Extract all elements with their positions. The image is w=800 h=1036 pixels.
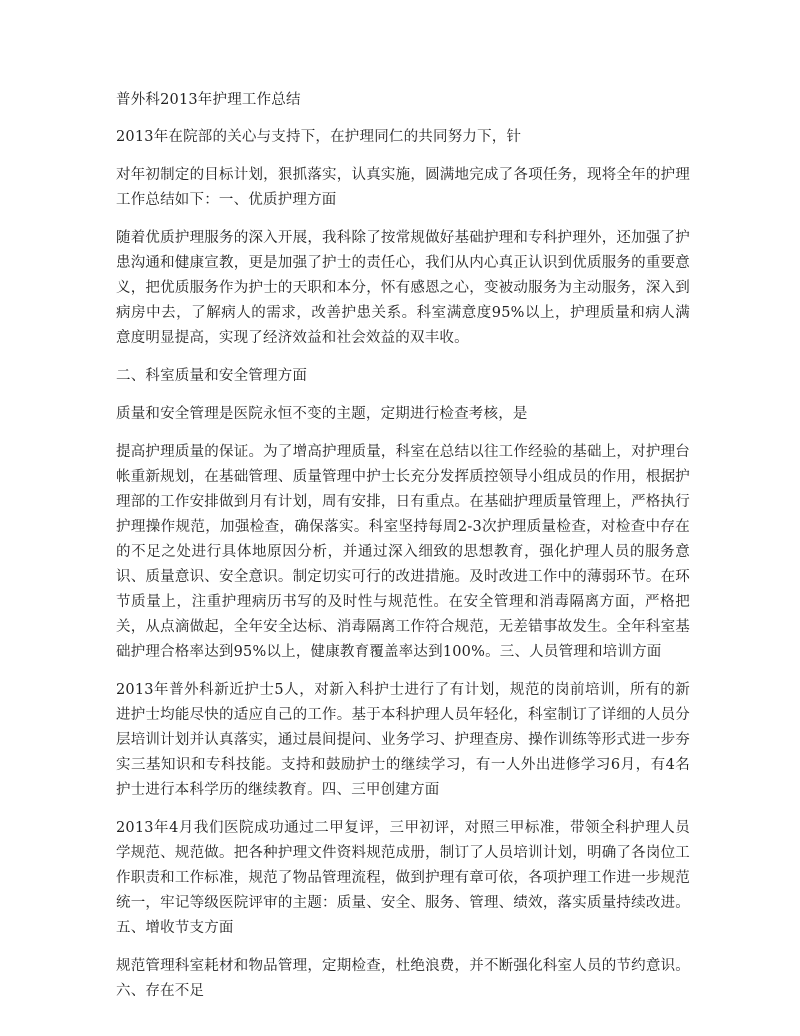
paragraph-cost-saving: 规范管理科室耗材和物品管理，定期检查，杜绝浪费，并不断强化科室人员的节约意识。六、存在不足 <box>116 958 690 999</box>
document-page <box>116 88 690 1017</box>
paragraph-intro-1: 2013年在院部的关心与支持下，在护理同仁的共同努力下，针 <box>116 129 522 145</box>
document-title: 普外科2013年护理工作总结 <box>116 92 301 108</box>
paragraph-quality-safety-2: 提高护理质量的保证。为了增高护理质量，科室在总结以往工作经验的基础上，对护理台帐重新规划，在基础管理、质量管理中护士长充分发挥质控领导小组成员的作用，根据护理部的工作安排做到月有计划，周有安排，日有重点。在基础护理质量管理上，严格执行护理操作规范，加强检查，确保落实。科室坚持每周2-3次护理质量检查，对检查中存在的不足之处进行具体地原因分析，并通过深入细致的思想教育，强化护理人员的服务意识、质量意识、安全意识。制定切实可行的改进措施。及时改进工作中的薄弱环节。在环节质量上，注重护理病历书写的及时性与规范性。在安全管理和消毒隔离方面，严格把关，从点滴做起，全年安全达标、消毒隔离工作符合规范，无差错事故发生。全年科室基础护理合格率达到95%以上，健康教育覆盖率达到100%。三、人员管理和培训方面 <box>116 444 690 660</box>
section-heading-quality-safety: 二、科室质量和安全管理方面 <box>116 368 308 384</box>
paragraph-intro-2: 对年初制定的目标计划，狠抓落实，认真实施，圆满地完成了各项任务，现将全年的护理工作总结如下：一、优质护理方面 <box>116 167 690 208</box>
paragraph-quality-safety-1: 质量和安全管理是医院永恒不变的主题，定期进行检查考核，是 <box>116 406 528 422</box>
paragraph-quality-care: 随着优质护理服务的深入开展，我科除了按常规做好基础护理和专科护理外，还加强了护患沟通和健康宣教，更是加强了护士的责任心，我们从内心真正认识到优质服务的重要意义，把优质服务作为护士的天职和本分，怀有感恩之心，变被动服务为主动服务，深入到病房中去，了解病人的需求，改善护患关系。科室满意度95%以上，护理质量和病人满意度明显提高，实现了经济效益和社会效益的双丰收。 <box>116 230 690 346</box>
paragraph-staff-training: 2013年普外科新近护士5人，对新入科护士进行了有计划，规范的岗前培训，所有的新进护士均能尽快的适应自己的工作。基于本科护理人员年轻化，科室制订了详细的人员分层培训计划并认真落实，通过晨间提问、业务学习、护理查房、操作训练等形式进一步夯实三基知识和专科技能。支持和鼓励护士的继续学习，有一人外出进修学习6月，有4名护士进行本科学历的继续教育。四、三甲创建方面 <box>116 682 690 798</box>
paragraph-grade-a-creation: 2013年4月我们医院成功通过二甲复评，三甲初评，对照三甲标准，带领全科护理人员学规范、规范做。把各种护理文件资料规范成册，制订了人员培训计划，明确了各岗位工作职责和工作标准，规范了物品管理流程，做到护理有章可依，各项护理工作进一步规范统一，牢记等级医院评审的主题：质量、安全、服务、管理、绩效，落实质量持续改进。五、增收节支方面 <box>116 820 690 936</box>
